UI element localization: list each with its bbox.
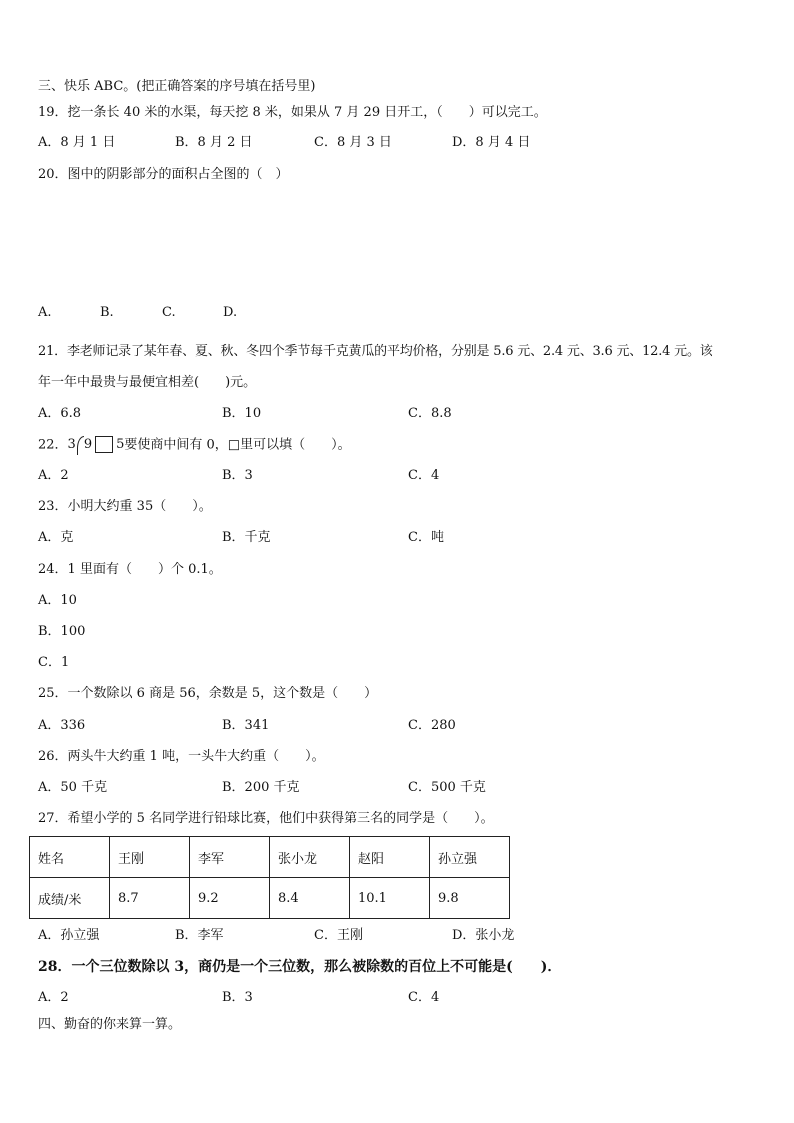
q24-option-a[interactable]: A．10 <box>38 593 77 608</box>
blank-box[interactable] <box>95 436 113 453</box>
q27-option-c[interactable]: C．王刚 <box>314 928 363 943</box>
q26-option-c[interactable]: C．500 千克 <box>408 780 486 795</box>
section-4-title: 四、勤奋的你来算一算。 <box>38 1017 182 1032</box>
question-26-stem: 26．两头牛大约重 1 吨，一头牛大约重（ ）。 <box>38 749 325 764</box>
q19-option-d[interactable]: D．8 月 4 日 <box>452 135 531 150</box>
q25-option-b[interactable]: B．341 <box>222 718 270 733</box>
division-bracket <box>77 436 84 455</box>
q20-option-b[interactable]: B. <box>100 305 114 320</box>
long-division-figure <box>68 436 125 454</box>
table-cell: 赵阳 <box>350 837 430 878</box>
question-24-stem: 24．1 里面有（ ）个 0.1。 <box>38 562 222 577</box>
q22-option-b[interactable]: B．3 <box>222 468 253 483</box>
q20-option-d[interactable]: D. <box>223 305 238 320</box>
q27-option-a[interactable]: A．孙立强 <box>38 928 100 943</box>
q21-option-b[interactable]: B．10 <box>222 406 262 421</box>
q27-option-b[interactable]: B．李军 <box>175 928 224 943</box>
table-cell: 8.4 <box>270 878 350 919</box>
q24-option-c[interactable]: C．1 <box>38 655 70 670</box>
q23-option-b[interactable]: B．千克 <box>222 530 271 545</box>
table-cell: 李军 <box>190 837 270 878</box>
q22-stem-rest: 要使商中间有 0，□里可以填（ ）。 <box>124 437 351 453</box>
question-21-stem-line1: 21．李老师记录了某年春、夏、秋、冬四个季节每千克黄瓜的平均价格，分别是 5.6 元、2.4 元、3.6 元、12.4 元。该 <box>38 344 713 359</box>
table-cell: 张小龙 <box>270 837 350 878</box>
table-cell: 孙立强 <box>430 837 510 878</box>
q28-option-a[interactable]: A．2 <box>38 990 69 1005</box>
q23-option-a[interactable]: A．克 <box>38 530 74 545</box>
q19-option-b[interactable]: B．8 月 2 日 <box>175 135 253 150</box>
question-23-stem: 23．小明大约重 35（ ）。 <box>38 499 212 514</box>
table-cell: 姓名 <box>30 837 110 878</box>
q24-option-b[interactable]: B．100 <box>38 624 86 639</box>
q26-option-b[interactable]: B．200 千克 <box>222 780 300 795</box>
q26-option-a[interactable]: A．50 千克 <box>38 780 108 795</box>
q22-label: 22． <box>38 437 68 453</box>
q20-option-c[interactable]: C. <box>162 305 176 320</box>
table-cell: 8.7 <box>110 878 190 919</box>
q21-option-a[interactable]: A．6.8 <box>38 406 82 421</box>
question-21-stem-line2: 年一年中最贵与最便宜相差( )元。 <box>38 375 257 390</box>
section-3-title: 三、快乐 ABC。(把正确答案的序号填在括号里) <box>38 79 316 94</box>
question-27-stem: 27．希望小学的 5 名同学进行铅球比赛，他们中获得第三名的同学是（ ）。 <box>38 811 494 826</box>
question-19-stem: 19．挖一条长 40 米的水渠，每天挖 8 米，如果从 7 月 29 日开工，（ ）可以完工。 <box>38 105 547 120</box>
q27-option-d[interactable]: D．张小龙 <box>452 928 515 943</box>
question-22-stem <box>38 436 351 455</box>
score-table <box>29 836 510 919</box>
q22-divisor: 3 <box>67 437 76 452</box>
q19-option-c[interactable]: C．8 月 3 日 <box>314 135 392 150</box>
q22-dividend-left: 9 <box>83 437 93 452</box>
table-row <box>30 878 510 919</box>
q19-option-a[interactable]: A．8 月 1 日 <box>38 135 116 150</box>
q23-option-c[interactable]: C．吨 <box>408 530 444 545</box>
table-cell: 10.1 <box>350 878 430 919</box>
table-cell: 9.2 <box>190 878 270 919</box>
q28-option-b[interactable]: B．3 <box>222 990 253 1005</box>
question-28-stem: 28．一个三位数除以 3，商仍是一个三位数，那么被除数的百位上不可能是( )． <box>38 959 562 975</box>
q21-option-c[interactable]: C．8.8 <box>408 406 452 421</box>
question-25-stem: 25．一个数除以 6 商是 56，余数是 5，这个数是（ ） <box>38 686 378 701</box>
q20-option-a[interactable]: A. <box>38 305 52 320</box>
table-row <box>30 837 510 878</box>
table-cell: 成绩/米 <box>30 878 110 919</box>
q22-option-c[interactable]: C．4 <box>408 468 440 483</box>
table-cell: 9.8 <box>430 878 510 919</box>
q25-option-c[interactable]: C．280 <box>408 718 456 733</box>
q22-dividend-right: 5 <box>116 437 125 452</box>
q28-option-c[interactable]: C．4 <box>408 990 440 1005</box>
q25-option-a[interactable]: A．336 <box>38 718 86 733</box>
question-20-stem: 20．图中的阴影部分的面积占全图的（ ） <box>38 167 289 182</box>
q22-option-a[interactable]: A．2 <box>38 468 69 483</box>
table-cell: 王刚 <box>110 837 190 878</box>
